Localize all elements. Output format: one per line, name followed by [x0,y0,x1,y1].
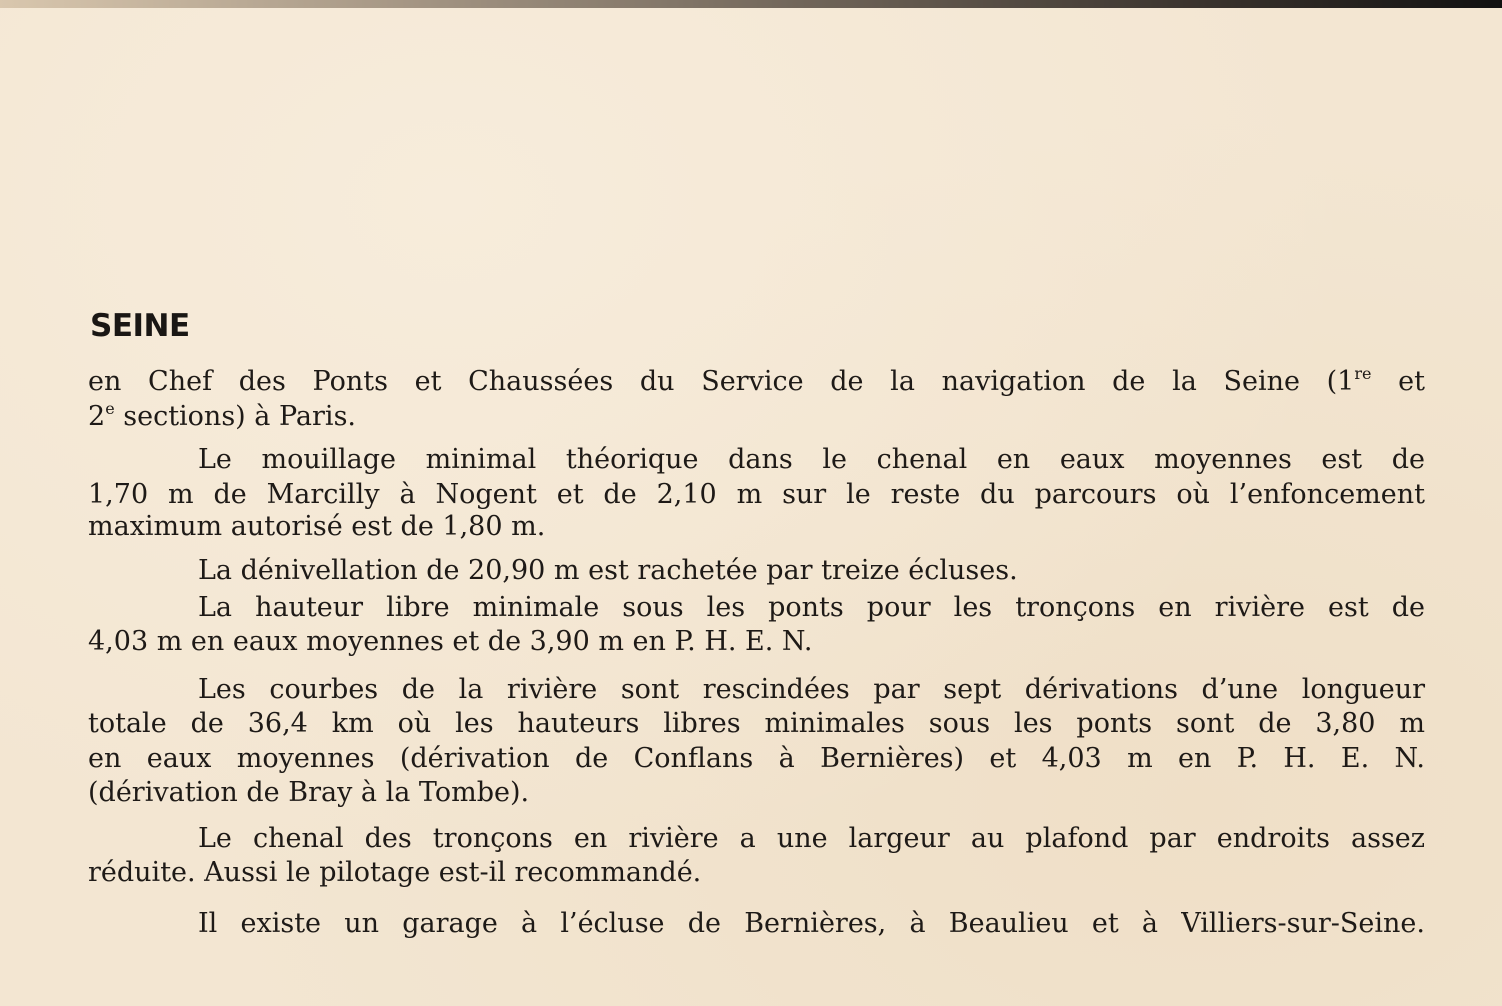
text-line [198,821,1425,857]
text-segment: 1,70 m de Marcilly à Nogent et de 2,10 m sur le reste du parcours où l’enfoncement [88,479,1425,510]
text-segment: Les courbes de la rivière sont rescindées par sept dérivations d’une longueur [198,674,1425,705]
text-line [198,553,1425,589]
text-line [198,590,1425,626]
text-segment: Le mouillage minimal théorique dans le chenal en eaux moyennes est de [198,444,1425,475]
text-segment: La hauteur libre minimale sous les ponts pour les tronçons en rivière est de [198,592,1425,623]
text-segment: 4,03 m en eaux moyennes et de 3,90 m en P. H. E. N. [88,626,813,657]
section-heading: SEINE [90,308,190,344]
text-line [88,364,1425,400]
text-segment: et [1371,366,1425,397]
text-segment: 2 [88,401,106,432]
text-line [88,509,1425,545]
text-segment: en Chef des Ponts et Chaussées du Service de la navigation de la Seine (1 [88,366,1355,397]
text-segment: Le chenal des tronçons en rivière a une largeur au plafond par endroits assez [198,823,1425,854]
text-segment: en eaux moyennes (dérivation de Conflans à Bernières) et 4,03 m en P. H. E. N. [88,743,1425,774]
text-line [198,906,1425,942]
text-line [88,399,1425,435]
text-line [88,706,1425,742]
text-segment: La dénivellation de 20,90 m est rachetée par treize écluses. [198,555,1018,586]
text-segment: Il existe un garage à l’écluse de Bernières, à Beaulieu et à Villiers-sur-Seine. [198,908,1425,939]
text-line [88,775,1425,811]
page-top-edge [0,0,1502,8]
text-line [88,855,1425,891]
text-segment: réduite. Aussi le pilotage est-il recommandé. [88,857,702,888]
text-segment: (dérivation de Bray à la Tombe). [88,777,530,808]
text-segment: sections) à Paris. [114,401,357,432]
text-segment: maximum autorisé est de 1,80 m. [88,511,546,542]
superscript: e [105,399,115,418]
text-segment: totale de 36,4 km où les hauteurs libres minimales sous les ponts sont de 3,80 m [88,708,1425,739]
text-line [88,741,1425,777]
text-line [198,672,1425,708]
text-line [88,477,1425,513]
text-line [88,624,1425,660]
text-line [198,442,1425,478]
superscript: re [1354,364,1372,383]
